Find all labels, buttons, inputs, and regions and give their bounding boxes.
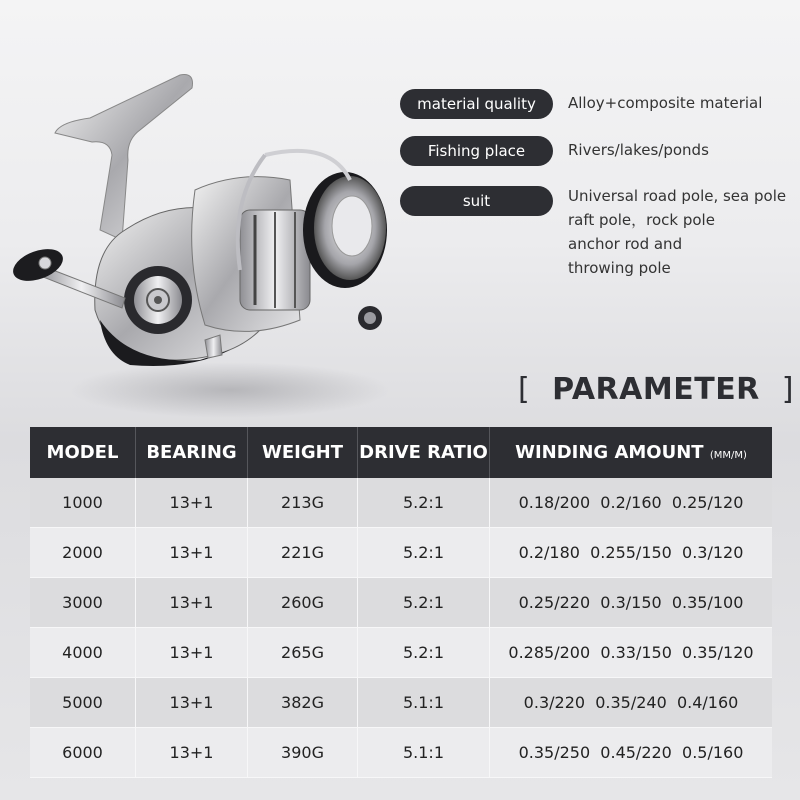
- header-winding-label: WINDING AMOUNT: [515, 442, 704, 463]
- cell-drive-ratio: 5.2:1: [358, 578, 490, 628]
- table-row: [30, 528, 772, 578]
- fishing-reel-image: [0, 60, 400, 430]
- feature-label-pill: Fishing place: [400, 136, 553, 166]
- spec-table: [30, 427, 772, 778]
- cell-model: 6000: [30, 728, 136, 778]
- cell-weight: 382G: [248, 678, 358, 728]
- header-bearing: BEARING: [136, 427, 248, 478]
- cell-bearing: 13+1: [136, 628, 248, 678]
- feature-value-line: Rivers/lakes/ponds: [568, 141, 709, 159]
- feature-value-line: anchor rod and: [568, 235, 683, 253]
- feature-value-line: raft pole，rock pole: [568, 211, 715, 229]
- feature-value: [568, 91, 762, 115]
- cell-weight: 265G: [248, 628, 358, 678]
- table-header-row: [30, 427, 772, 478]
- cell-model: 5000: [30, 678, 136, 728]
- feature-value: [568, 138, 709, 162]
- feature-value-line: Alloy+composite material: [568, 94, 763, 112]
- cell-weight: 221G: [248, 528, 358, 578]
- cell-bearing: 13+1: [136, 728, 248, 778]
- cell-bearing: 13+1: [136, 678, 248, 728]
- bracket-open: [: [518, 372, 531, 407]
- table-row: [30, 628, 772, 678]
- cell-drive-ratio: 5.2:1: [358, 628, 490, 678]
- cell-bearing: 13+1: [136, 528, 248, 578]
- bracket-close: ]: [781, 372, 794, 407]
- cell-model: 2000: [30, 528, 136, 578]
- header-weight: WEIGHT: [248, 427, 358, 478]
- cell-bearing: 13+1: [136, 578, 248, 628]
- feature-value-line: Universal road pole, sea pole: [568, 187, 787, 205]
- feature-suit: [400, 186, 786, 280]
- feature-material-quality: [400, 89, 762, 119]
- cell-model: 3000: [30, 578, 136, 628]
- cell-drive-ratio: 5.2:1: [358, 478, 490, 528]
- header-model: MODEL: [30, 427, 136, 478]
- cell-bearing: 13+1: [136, 478, 248, 528]
- cell-model: 1000: [30, 478, 136, 528]
- cell-winding-amount: 0.285/200 0.33/150 0.35/120: [490, 628, 772, 678]
- feature-value: [568, 184, 786, 280]
- feature-label-pill: material quality: [400, 89, 553, 119]
- feature-label-pill: suit: [400, 186, 553, 216]
- header-winding-amount: [490, 427, 772, 478]
- cell-winding-amount: 0.18/200 0.2/160 0.25/120: [490, 478, 772, 528]
- cell-drive-ratio: 5.1:1: [358, 728, 490, 778]
- cell-drive-ratio: 5.1:1: [358, 678, 490, 728]
- header-drive-ratio: DRIVE RATIO: [358, 427, 490, 478]
- cell-weight: 260G: [248, 578, 358, 628]
- cell-weight: 213G: [248, 478, 358, 528]
- cell-weight: 390G: [248, 728, 358, 778]
- cell-winding-amount: 0.25/220 0.3/150 0.35/100: [490, 578, 772, 628]
- table-row: [30, 728, 772, 778]
- parameter-title: PARAMETER: [552, 372, 760, 407]
- cell-winding-amount: 0.3/220 0.35/240 0.4/160: [490, 678, 772, 728]
- header-winding-unit: (MM/M): [709, 450, 747, 461]
- table-row: [30, 578, 772, 628]
- cell-model: 4000: [30, 628, 136, 678]
- feature-value-line: throwing pole: [568, 259, 671, 277]
- feature-fishing-place: [400, 136, 709, 166]
- cell-winding-amount: 0.35/250 0.45/220 0.5/160: [490, 728, 772, 778]
- cell-winding-amount: 0.2/180 0.255/150 0.3/120: [490, 528, 772, 578]
- table-row: [30, 678, 772, 728]
- table-row: [30, 478, 772, 528]
- parameter-heading: [518, 372, 794, 407]
- cell-drive-ratio: 5.2:1: [358, 528, 490, 578]
